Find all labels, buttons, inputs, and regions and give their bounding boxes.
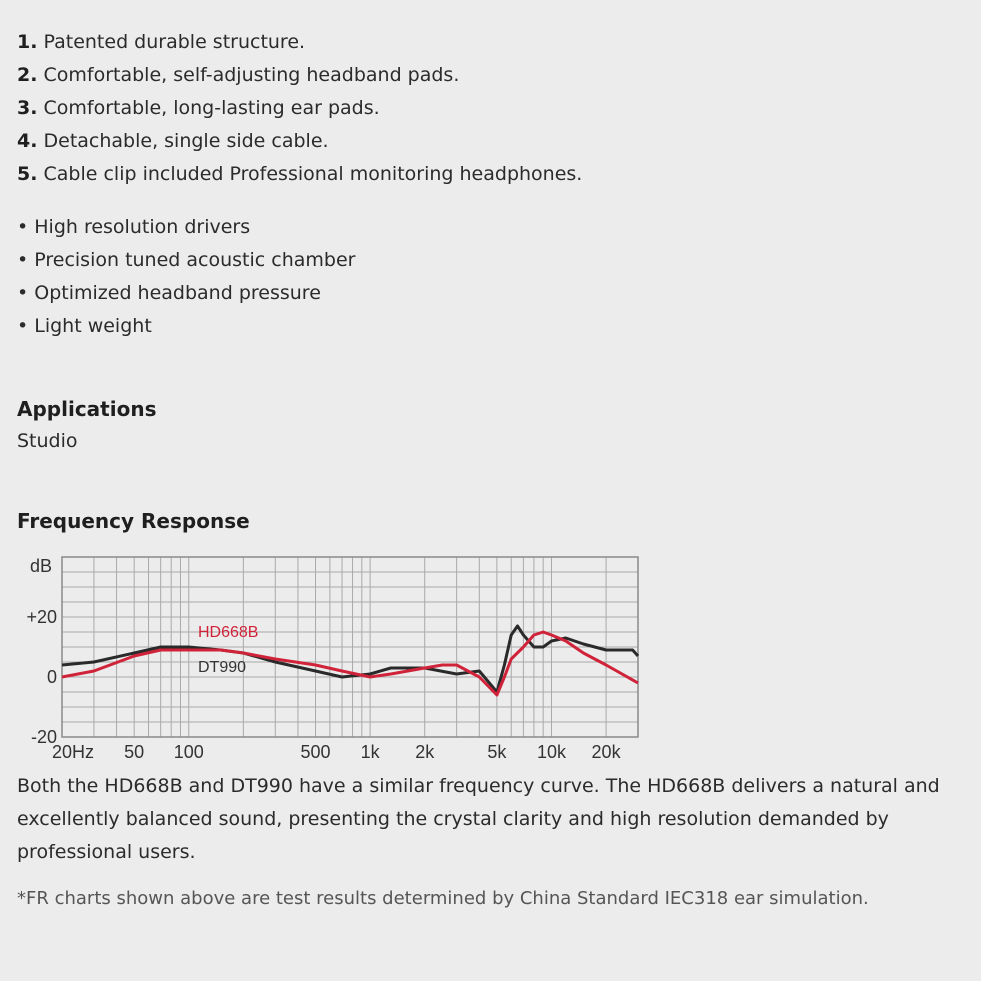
feature-text: Comfortable, long-lasting ear pads.	[43, 97, 380, 119]
feature-number: 1.	[17, 31, 38, 53]
x-tick-label: 20Hz	[52, 742, 95, 762]
y-tick-label: +20	[26, 607, 57, 627]
feature-text: Comfortable, self-adjusting headband pads.	[43, 64, 460, 86]
x-tick-label: 10k	[536, 742, 566, 762]
feature-text: Patented durable structure.	[43, 31, 306, 53]
x-tick-label: 50	[124, 742, 145, 762]
x-tick-label: 100	[173, 742, 204, 762]
x-tick-label: 20k	[591, 742, 621, 762]
feature-number: 5.	[17, 163, 38, 185]
applications-text: Studio	[17, 430, 78, 452]
x-tick-label: 5k	[487, 742, 507, 762]
y-axis-label: dB	[30, 556, 53, 576]
x-tick-label: 1k	[360, 742, 380, 762]
bullet-item: • Optimized headband pressure	[17, 282, 321, 304]
feature-text: Cable clip included Professional monitoring headphones.	[43, 163, 583, 185]
frequency-response-chart	[0, 545, 660, 767]
x-tick-label: 2k	[415, 742, 435, 762]
feature-number: 2.	[17, 64, 38, 86]
feature-item	[17, 26, 582, 59]
legend-dt990: DT990	[198, 659, 247, 676]
x-tick-label: 500	[300, 742, 331, 762]
feature-number: 4.	[17, 130, 38, 152]
bullet-list	[17, 211, 355, 343]
feature-item	[17, 92, 582, 125]
description-text: Both the HD668B and DT990 have a similar frequency curve. The HD668B delivers a natural and excellently balanced sound, presenting the crystal clarity and high resolution demanded by professional users.	[17, 775, 940, 863]
bullet-item: • Precision tuned acoustic chamber	[17, 249, 356, 271]
y-tick-label: -20	[30, 727, 57, 747]
feature-item	[17, 59, 582, 92]
footnote: *FR charts shown above are test results determined by China Standard IEC318 ear simulation.	[17, 888, 869, 909]
feature-number: 3.	[17, 97, 38, 119]
y-tick-label: 0	[46, 667, 57, 687]
legend-hd668b: HD668B	[198, 624, 259, 641]
applications-heading: Applications	[17, 397, 157, 421]
feature-item	[17, 125, 582, 158]
bullet-item: • High resolution drivers	[17, 216, 251, 238]
feature-item	[17, 158, 582, 191]
feature-list	[17, 26, 582, 191]
feature-text: Detachable, single side cable.	[43, 130, 329, 152]
bullet-item: • Light weight	[17, 315, 152, 337]
frequency-response-heading: Frequency Response	[17, 509, 250, 533]
